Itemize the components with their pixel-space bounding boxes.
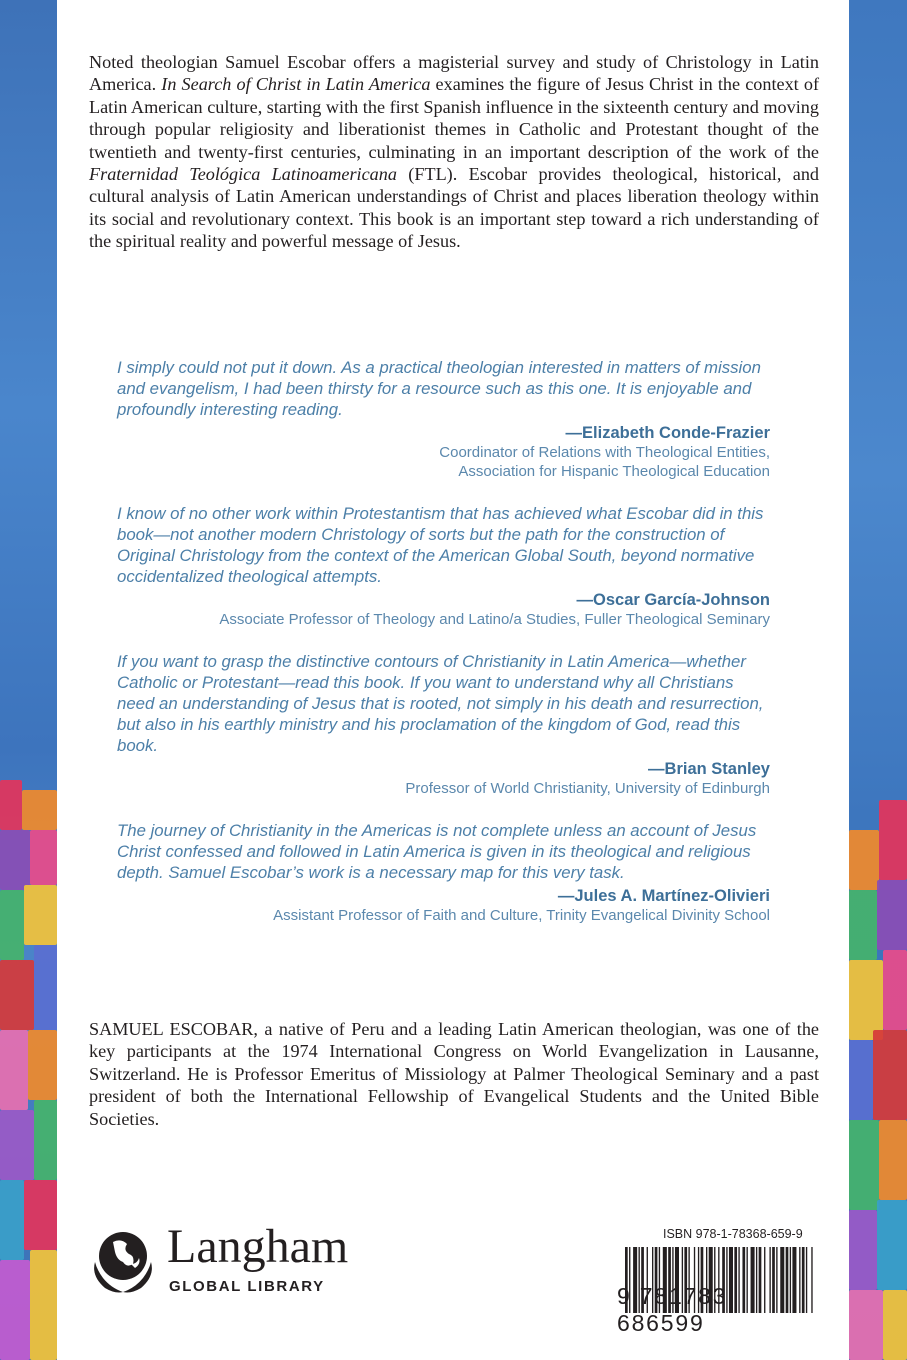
endorsement-role: Association for Hispanic Theological Education xyxy=(458,463,770,480)
endorsement-author: —Brian Stanley xyxy=(648,760,770,778)
book-description xyxy=(89,51,819,253)
endorsement-role: Associate Professor of Theology and Latino/a Studies, Fuller Theological Seminary xyxy=(219,611,770,628)
endorsement-quote: The journey of Christianity in the Americas is not complete unless an account of Jesus Christ confessed and followed in Latin America is given in its theological and religious depth. Samuel Escobar’s work is a necessary map for this very task. xyxy=(117,821,757,882)
endorsement xyxy=(117,820,770,925)
barcode-digits: 9 781783 686599 xyxy=(617,1283,728,1336)
publisher-logo xyxy=(87,1218,397,1308)
endorsement-author: —Oscar García-Johnson xyxy=(576,591,770,609)
endorsement-role: Assistant Professor of Faith and Culture, Trinity Evangelical Divinity School xyxy=(273,907,770,924)
back-cover-panel xyxy=(57,0,849,1360)
endorsement-author: —Jules A. Martínez-Olivieri xyxy=(557,887,770,905)
right-background-strip xyxy=(849,0,907,1360)
book-title: In Search of Christ in Latin America xyxy=(161,74,431,95)
publisher-subtitle: GLOBAL LIBRARY xyxy=(169,1278,325,1295)
endorsement-role: Professor of World Christianity, University of Edinburgh xyxy=(405,780,770,797)
endorsement-author: —Elizabeth Conde-Frazier xyxy=(565,424,770,442)
endorsement xyxy=(117,357,770,481)
publisher-name: Langham xyxy=(167,1220,349,1273)
endorsement-quote: I simply could not put it down. As a practical theologian interested in matters of mission and evangelism, I had been thirsty for a resource such as this one. It is enjoyable and profoundly interesting reading. xyxy=(117,358,761,419)
isbn-label: ISBN 978-1-78368-659-9 xyxy=(663,1227,803,1241)
description-text-2: examines the figure of Jesus Christ in the context of Latin American culture, starting with the first Spanish influence in the sixteenth century and moving through popular religiosity and liberationist themes in Catholic and Protestant thought of the twentieth and twenty-first centuries, culminating in an important description of the work of the xyxy=(89,74,819,162)
endorsement-quote: If you want to grasp the distinctive contours of Christianity in Latin America—whether Catholic or Protestant—read this book. If you want to understand why all Christians need an understanding of Jesus that is rooted, not simply in his death and resurrection, but also in his earthly ministry and his proclamation of the kingdom of God, read this book. xyxy=(117,652,764,755)
endorsement-quote: I know of no other work within Protestantism that has achieved what Escobar did in this book—not another modern Christology of sorts but the path for the construction of Original Christology from the context of the American Global South, beyond normative occidentalized theological attempts. xyxy=(117,504,764,586)
endorsement xyxy=(117,503,770,629)
endorsement-role: Coordinator of Relations with Theological Entities, xyxy=(439,444,770,461)
globe-hands-icon xyxy=(87,1218,159,1298)
ftl-name: Fraternidad Teológica Latinoamericana xyxy=(89,164,397,185)
left-background-strip xyxy=(0,0,57,1360)
endorsement xyxy=(117,651,770,798)
author-bio: SAMUEL ESCOBAR, a native of Peru and a leading Latin American theologian, was one of the key participants at the 1974 International Congress on World Evangelization in Lausanne, Switzerland. He is Professor Emeritus of Missiology at Palmer Theological Seminary and a past president of both the International Fellowship of Evangelical Students and the United Bible Societies. xyxy=(89,1019,819,1129)
description-text-1: Noted theologian Samuel Escobar offers a magisterial survey and study of Christology in Latin America. xyxy=(89,52,819,95)
barcode xyxy=(617,1245,819,1335)
description-text-3: (FTL). Escobar provides theological, historical, and cultural analysis of Latin American understandings of Christ and places liberation theology within its social and revolutionary context. This book is an important step toward a rich understanding of the spiritual reality and powerful message of Jesus. xyxy=(89,164,820,252)
endorsements xyxy=(117,357,770,947)
